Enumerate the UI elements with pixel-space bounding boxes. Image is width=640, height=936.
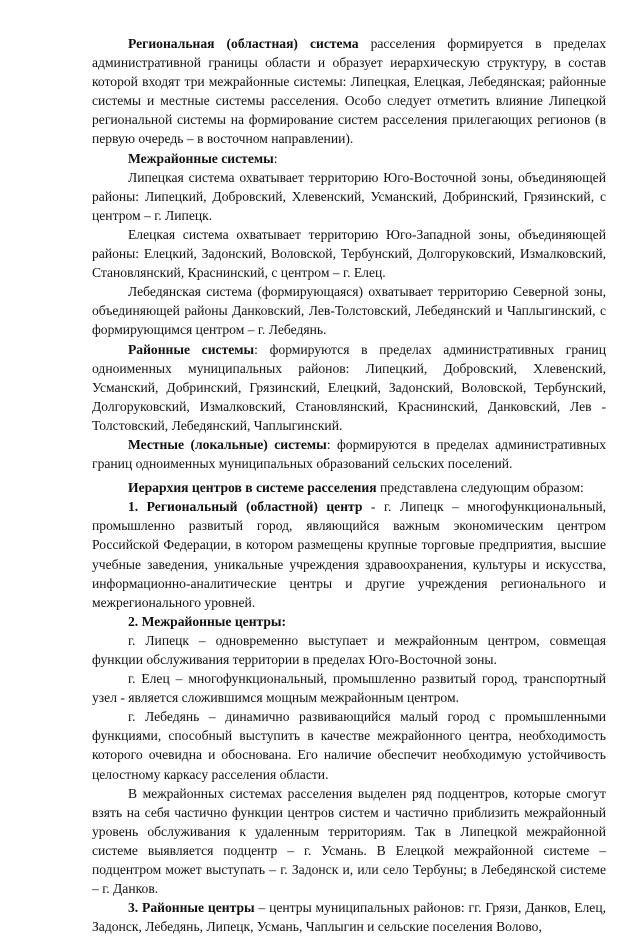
regional-center-text: - г. Липецк – многофункциональный, промышленно развитый город, являющийся важным экономическим центром Российской Федерации, в котором размещены крупные торговые предприятия, высшие учебные заведения, уникальные учреждения здравоохранения, культуры и искусства, информационно-аналитические центры и другие учреждения регионального и межрегионального уровней. — [92, 499, 606, 610]
regional-center-term: 1. Региональный (областной) центр — [128, 499, 363, 515]
subcenters-paragraph: В межрайонных системах расселения выделен ряд подцентров, которые смогут взять на себя частично функции центров систем и частично приблизить межрайонный уровень обслуживания к удаленным территориям. Так в Липецкой межрайонной системе выявляется подцентр – г. Усмань. В Елецкой межрайонной системе – подцентром может выступать – г. Задонск и, или село Тербуны; в Лебедянской системе – г. Данков. — [92, 785, 606, 897]
interdistrict-systems-heading — [92, 149, 606, 168]
elets-center-paragraph: г. Елец – многофункциональный, промышленно развитый город, транспортный узел - является сложившимся мощным межрайонным центром. — [92, 671, 606, 706]
district-systems-paragraph — [92, 340, 606, 435]
district-centers-term: 3. Районные центры — [128, 900, 255, 916]
interdistrict-systems-colon: : — [273, 150, 278, 166]
interdistrict-systems-term: Межрайонные системы — [128, 150, 274, 166]
regional-center-paragraph — [92, 497, 606, 612]
lipetsk-center-paragraph: г. Липецк – одновременно выступает и межрайонным центром, совмещая функции обслуживания территории в пределах Юго-Восточной зоны. — [92, 632, 606, 667]
regional-system-paragraph — [92, 34, 606, 149]
lebedyan-center-paragraph: г. Лебедянь – динамично развивающийся малый город с промышленными функциями, способный выступить в качестве межрайонного центра, необходимость которого очевидна и обоснована. Его наличие обеспечит необходимую устойчивость целостному каркасу расселения области. — [92, 709, 606, 782]
elets-system-paragraph: Елецкая система охватывает территорию Юго-Западной зоны, объединяющей районы: Елецкий, Задонский, Воловской, Тербунский, Долгоруковский, Измалковский, Становлянский, Краснинский, с центром – г. Елец. — [92, 226, 606, 281]
lebedyan-system-paragraph: Лебедянская система (формирующаяся) охватывает территорию Северной зоны, объединяющей районы Данковский, Лев-Толстовский, Лебедянский и Чаплыгинский, с формирующимся центром – г. Лебедянь. — [92, 284, 606, 338]
lipetsk-system-paragraph: Липецкая система охватывает территорию Юго-Восточной зоны, объединяющей районы: Липецкий, Добровский, Хлевенский, Усманский, Добринский, Грязинский, с центром – г. Липецк. — [92, 169, 606, 223]
hierarchy-term: Иерархия центров в системе расселения — [128, 480, 377, 496]
local-systems-paragraph — [92, 435, 606, 473]
interdistrict-centers-term: 2. Межрайонные центры: — [128, 613, 287, 629]
interdistrict-centers-heading — [92, 612, 606, 631]
district-centers-text: – центры муниципальных районов: гг. Грязи, Данков, Елец, Задонск, Лебедянь, Липецк, Усмань, Чаплыгин и сельские поселения Волово, — [92, 900, 607, 935]
local-systems-text: : формируются в пределах административных границ одноименных муниципальных образований сельских поселений. — [92, 436, 606, 472]
hierarchy-text: представлена следующим образом: — [376, 480, 584, 496]
district-systems-term: Районные системы — [128, 341, 255, 357]
district-systems-text: : формируются в пределах административных границ одноименных муниципальных районов: Липецкий, Добровский, Хлевенский, Усманский, Добринский, Грязинский, Елецкий, Задонский, Воловской, Тербунский, Долгоруковский, Измалковский, Становлянский, Краснинский, Данковский, Лев - Толстовский, Лебедянский, Чаплыгинский. — [92, 341, 606, 433]
local-systems-term: Местные (локальные) системы — [128, 436, 327, 452]
district-centers-paragraph — [92, 898, 606, 936]
regional-system-term: Региональная (областная) система — [128, 36, 359, 51]
regional-system-text: расселения формируется в пределах административной границы области и образует иерархическую структуру, в состав которой входят три межрайонные системы: Липецкая, Елецкая, Лебедянская; районные системы и местные системы расселения. Особо следует отметить влияние Липецкой региональной системы на формирование систем расселения прилегающих регионов (в первую очередь – в восточном направлении). — [92, 36, 607, 147]
hierarchy-paragraph — [92, 478, 606, 497]
